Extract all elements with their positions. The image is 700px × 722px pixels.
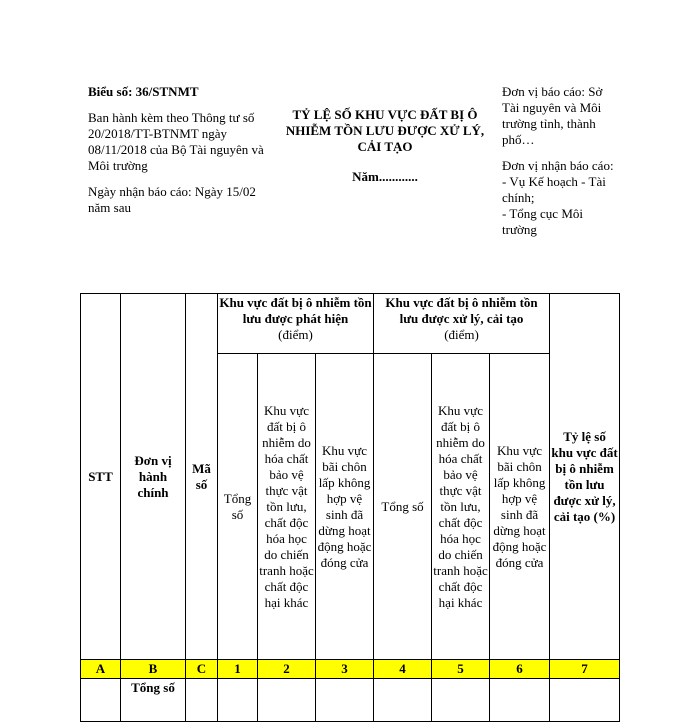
total-cell — [316, 679, 374, 722]
group-treated-title: Khu vực đất bị ô nhiễm tồn lưu được xử lý, cải tạo — [385, 295, 538, 326]
total-cell — [550, 679, 620, 722]
sub-header-treated-chemical: Khu vực đất bị ô nhiễm do hóa chất bảo vệ thực vật tồn lưu, chất độc hóa học do chiến tranh hoặc chất độc hại khác — [432, 354, 490, 660]
group-detected-title: Khu vực đất bị ô nhiễm tồn lưu được phát hiện — [219, 295, 372, 326]
total-cell — [218, 679, 258, 722]
receiving-unit-1: - Vụ Kế hoạch - Tài chính; — [502, 174, 606, 205]
total-cell — [374, 679, 432, 722]
group-header-detected — [218, 294, 374, 354]
sub-header-detected-total: Tổng số — [218, 354, 258, 660]
total-cell-stt — [81, 679, 121, 722]
reporting-unit-text: Đơn vị báo cáo: Sở Tài nguyên và Môi trường tỉnh, thành phố… — [502, 84, 603, 147]
issued-with-text: Ban hành kèm theo Thông tư số 20/2018/TT-BTNMT ngày 08/11/2018 của Bộ Tài nguyên và Môi trường — [88, 110, 264, 173]
group-detected-unit: (điểm) — [278, 327, 313, 342]
index-cell: 1 — [218, 660, 258, 679]
total-cell — [432, 679, 490, 722]
header-left — [88, 84, 268, 226]
index-cell: 5 — [432, 660, 490, 679]
header-center — [280, 107, 490, 185]
col-header-ratio: Tỷ lệ số khu vực đất bị ô nhiễm tồn lưu được xử lý, cải tạo (%) — [550, 294, 620, 660]
total-row-label: Tổng số — [121, 679, 186, 722]
sub-header-detected-landfill: Khu vực bãi chôn lấp không hợp vệ sinh đã dừng hoạt động hoặc đóng cửa — [316, 354, 374, 660]
report-table — [80, 293, 620, 722]
index-cell: 3 — [316, 660, 374, 679]
col-header-stt: STT — [81, 294, 121, 660]
total-cell — [186, 679, 218, 722]
report-title: TỶ LỆ SỐ KHU VỰC ĐẤT BỊ Ô NHIỄM TỒN LƯU ĐƯỢC XỬ LÝ, CẢI TẠO — [285, 107, 485, 154]
receiving-unit-2: - Tổng cục Môi trường — [502, 206, 583, 237]
form-code: Biểu số: 36/STNMT — [88, 84, 199, 99]
header-right — [502, 84, 620, 238]
report-year: Năm............ — [352, 169, 418, 184]
total-row — [81, 679, 620, 722]
group-header-treated — [374, 294, 550, 354]
index-cell: A — [81, 660, 121, 679]
index-cell: C — [186, 660, 218, 679]
col-header-code: Mã số — [186, 294, 218, 660]
index-row — [81, 660, 620, 679]
index-cell: 7 — [550, 660, 620, 679]
sub-header-treated-total: Tổng số — [374, 354, 432, 660]
group-treated-unit: (điểm) — [444, 327, 479, 342]
index-cell: 4 — [374, 660, 432, 679]
receiving-unit-label: Đơn vị nhận báo cáo: — [502, 158, 614, 173]
sub-header-detected-chemical: Khu vực đất bị ô nhiễm do hóa chất bảo vệ thực vật tồn lưu, chất độc hóa học do chiến tranh hoặc chất độc hại khác — [258, 354, 316, 660]
total-cell — [490, 679, 550, 722]
total-cell — [258, 679, 316, 722]
col-header-unit: Đơn vị hành chính — [121, 294, 186, 660]
index-cell: 6 — [490, 660, 550, 679]
index-cell: B — [121, 660, 186, 679]
index-cell: 2 — [258, 660, 316, 679]
received-date-text: Ngày nhận báo cáo: Ngày 15/02 năm sau — [88, 184, 256, 215]
sub-header-treated-landfill: Khu vực bãi chôn lấp không hợp vệ sinh đã dừng hoạt động hoặc đóng cửa — [490, 354, 550, 660]
